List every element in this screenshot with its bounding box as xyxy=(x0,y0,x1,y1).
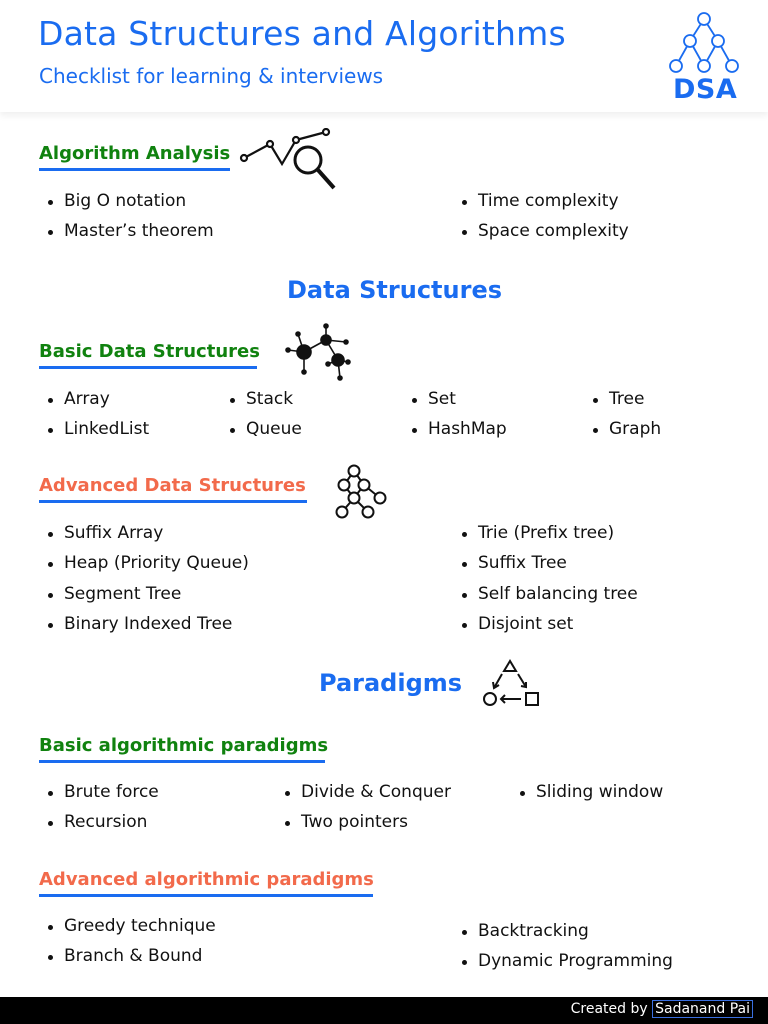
heading-paradigms: Paradigms xyxy=(319,669,463,697)
list-item: Trie (Prefix tree) xyxy=(462,523,614,543)
list-item: LinkedList xyxy=(48,419,149,439)
section-title-basic-ds: Basic Data Structures xyxy=(39,341,257,369)
list-item: Dynamic Programming xyxy=(462,951,673,971)
node-graph-icon xyxy=(282,320,354,384)
list-item: Two pointers xyxy=(285,812,408,832)
list-item: Master’s theorem xyxy=(48,221,214,241)
page-title: Data Structures and Algorithms xyxy=(38,14,566,53)
list-item: Big O notation xyxy=(48,191,186,211)
list-item: Branch & Bound xyxy=(48,946,202,966)
list-item: Greedy technique xyxy=(48,916,216,936)
section-title-advanced-ds: Advanced Data Structures xyxy=(39,475,307,503)
tree-nodes-icon xyxy=(332,463,390,521)
heading-data-structures: Data Structures xyxy=(287,276,503,304)
list-item: HashMap xyxy=(412,419,507,439)
header xyxy=(0,0,768,112)
list-item: Brute force xyxy=(48,782,159,802)
list-item: Disjoint set xyxy=(462,614,573,634)
chart-magnifier-icon xyxy=(238,128,338,192)
list-item: Stack xyxy=(230,389,293,409)
list-item: Suffix Tree xyxy=(462,553,567,573)
section-title-advanced-paradigms: Advanced algorithmic paradigms xyxy=(39,869,373,897)
footer-created-by: Created by xyxy=(570,1001,648,1017)
list-item: Space complexity xyxy=(462,221,629,241)
list-item: Suffix Array xyxy=(48,523,163,543)
section-title-basic-paradigms: Basic algorithmic paradigms xyxy=(39,735,325,763)
footer xyxy=(0,997,768,1024)
list-item: Segment Tree xyxy=(48,584,181,604)
list-item: Recursion xyxy=(48,812,147,832)
list-item: Array xyxy=(48,389,110,409)
list-item: Backtracking xyxy=(462,921,589,941)
list-item: Heap (Priority Queue) xyxy=(48,553,249,573)
logo-text: DSA xyxy=(673,74,738,105)
footer-author: Sadanand Pai xyxy=(652,1000,753,1018)
footer-credit xyxy=(571,1001,753,1017)
page-subtitle: Checklist for learning & interviews xyxy=(39,64,384,88)
list-item: Tree xyxy=(593,389,644,409)
section-title-algorithm-analysis: Algorithm Analysis xyxy=(39,143,230,171)
list-item: Graph xyxy=(593,419,661,439)
list-item: Set xyxy=(412,389,456,409)
list-item: Divide & Conquer xyxy=(285,782,451,802)
list-item: Time complexity xyxy=(462,191,619,211)
list-item: Binary Indexed Tree xyxy=(48,614,232,634)
shapes-cycle-icon xyxy=(480,658,542,710)
list-item: Self balancing tree xyxy=(462,584,638,604)
list-item: Sliding window xyxy=(520,782,663,802)
list-item: Queue xyxy=(230,419,302,439)
